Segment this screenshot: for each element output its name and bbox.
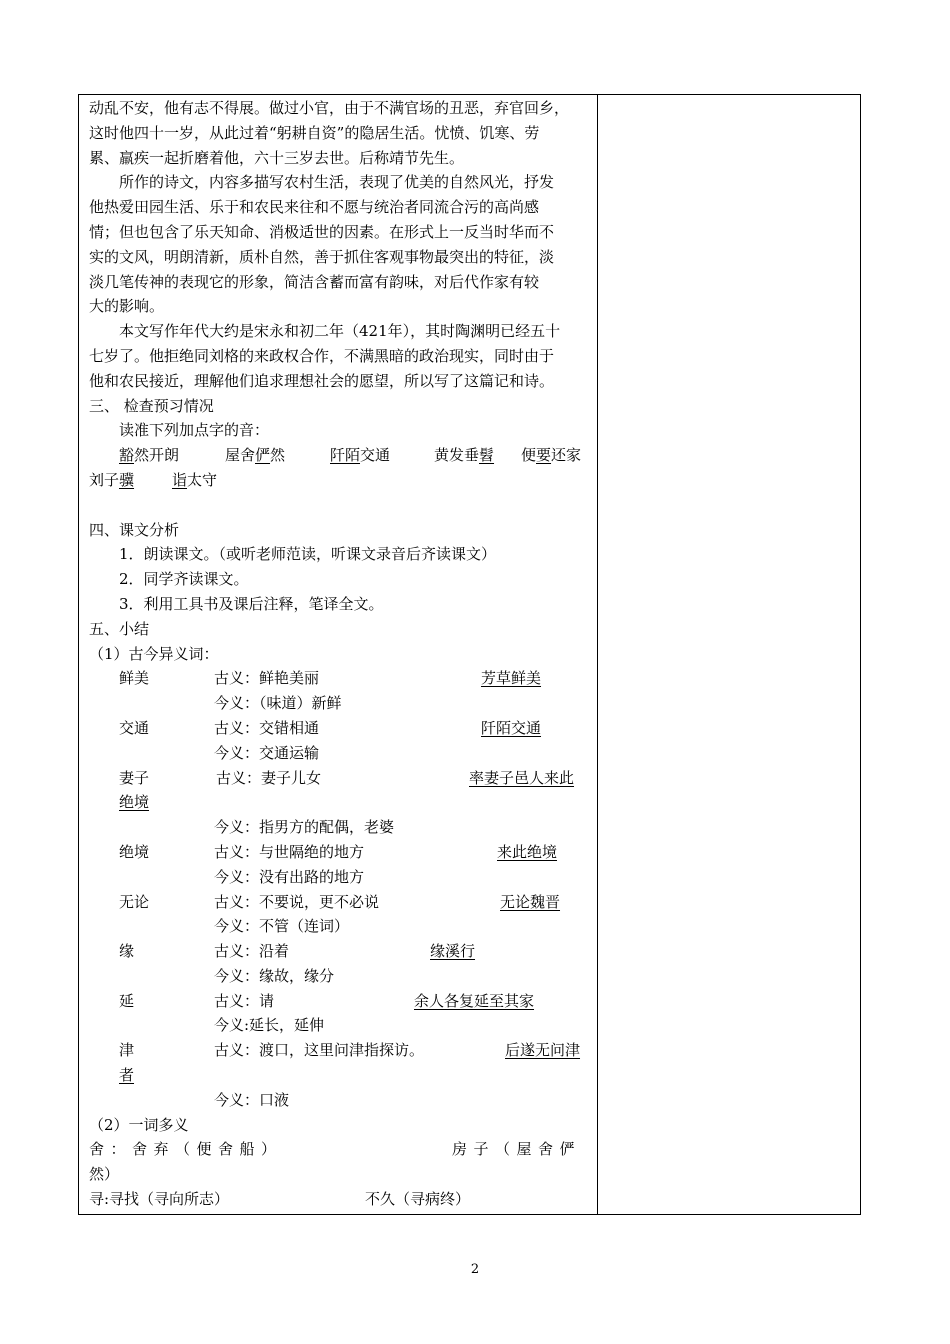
text-line: 他和农民接近，理解他们追求理想社会的愿望，所以写了这篇记和诗。 [89,371,555,390]
text-line: 大的影响。 [89,297,165,316]
vocab-entry [89,1038,589,1063]
word-rest: 黄发垂 [434,446,480,465]
modern-meaning: 今义：缘故，缘分 [214,966,335,985]
vocab-word: 鲜美 [119,669,150,688]
dotted-char: 诣 [172,470,188,489]
vocab-entry [89,766,589,791]
example-phrase: 阡陌交通 [481,718,542,737]
word-rest: 然 [270,446,286,465]
example-phrase: 后遂无问津 [505,1041,581,1060]
ancient-meaning: 古义：沿着 [214,942,290,961]
page-number: 2 [470,1262,480,1277]
section-heading: 三、 检查预习情况 [89,396,214,415]
vocab-entry-modern [89,815,589,840]
section-heading: 四、课文分析 [89,520,180,539]
example-phrase: 缘溪行 [430,942,476,961]
list-item: 1．朗读课文。（或听老师范读，听课文录音后齐读课文） [119,545,497,564]
text-line: 动乱不安，他有志不得展。做过小官，由于不满官场的丑恶，弃官回乡， [89,99,570,117]
column-divider [597,94,598,1215]
list-item: 3．利用工具书及课后注释，笔译全文。 [119,594,384,613]
example-phrase: 来此绝境 [497,842,558,861]
text-line: 七岁了。他拒绝同刘格的来政权合作，不满黑暗的政治现实，同时由于 [89,346,555,365]
modern-meaning: 今义：不管（连词） [214,917,350,936]
vocab-entry [89,989,589,1014]
modern-meaning: 今义：口液 [214,1090,290,1109]
vocab-word: 无论 [119,892,150,911]
ancient-meaning: 古义：请 [214,991,275,1010]
vocab-entry-modern [89,1088,589,1113]
dotted-char: 髫 [479,446,495,465]
modern-meaning: 今义:延长，延伸 [214,1016,325,1035]
vocab-entry-modern [89,914,589,939]
example-phrase: 余人各复延至其家 [414,991,535,1010]
dotted-char: 俨 [255,446,271,465]
modern-meaning: 今义：没有出路的地方 [214,867,365,886]
word-rest: 交通 [360,446,391,465]
word-rest: 太守 [187,470,218,489]
vocab-entry-modern [89,691,589,716]
word-rest: 然开朗 [134,446,180,465]
polysemy-sense: 寻:寻找（寻向所志） [89,1190,230,1209]
word-rest: 便 [521,446,537,465]
vocab-word: 妻子 [119,768,150,787]
word-rest: 屋舍 [225,446,256,465]
text-line: 这时他四十一岁，从此过着“躬耕自资”的隐居生活。忧愤、饥寒、劳 [89,123,540,142]
polysemy-entry [89,1187,589,1212]
vocab-entry-modern [89,964,589,989]
example-phrase: 芳草鲜美 [481,669,542,688]
ancient-meaning: 古义：交错相通 [214,718,320,737]
vocab-entry-modern [89,865,589,890]
vocab-entry-cont [89,1063,589,1088]
modern-meaning: 今义：（味道）新鲜 [214,694,342,713]
text-line: 所作的诗文，内容多描写农村生活，表现了优美的自然风光，抒发 [119,173,555,192]
vocab-entry-modern [89,741,589,766]
dotted-char: 要 [536,446,552,465]
polysemy-cont: 然） [89,1165,120,1184]
ancient-meaning: 古义：渡口，这里问津指探访。 [214,1041,425,1060]
word-rest: 还家 [551,446,582,465]
text-line: 累、羸疾一起折磨着他，六十三岁去世。后称靖节先生。 [89,148,465,167]
text-line: 本文写作年代大约是宋永和初二年（421年），其时陶渊明已经五十 [119,322,561,341]
modern-meaning: 今义：指男方的配偶，老婆 [214,818,395,837]
example-phrase: 率妻子邑人来此 [469,768,575,787]
vocab-entry [89,890,589,915]
vocab-entry-modern [89,1013,589,1038]
pronunciation-row [89,443,589,468]
text-line: 他热爱田园生活、乐于和农民来往和不愿与统治者同流合污的高尚感 [89,198,540,217]
modern-meaning: 今义：交通运输 [214,743,320,762]
ancient-meaning: 古义：妻子儿女 [216,768,322,787]
vocab-word: 交通 [119,718,150,737]
ancient-meaning: 古义：鲜艳美丽 [214,669,320,688]
vocab-entry [89,840,589,865]
dotted-char: 豁 [119,446,135,465]
vocab-entry [89,939,589,964]
example-phrase-cont: 者 [119,1066,135,1085]
vocab-entry [89,666,589,691]
dotted-char: 骥 [119,470,135,489]
polysemy-sense: 不久（寻病终） [365,1190,471,1209]
vocab-entry-cont [89,790,589,815]
ancient-meaning: 古义：不要说，更不必说 [214,892,380,911]
word-rest: 刘子 [89,470,120,489]
vocab-entry [89,716,589,741]
vocab-word: 缘 [119,942,135,961]
text-line: 情；但也包含了乐天知命、消极适世的因素。在形式上一反当时华而不 [89,222,555,241]
subsection-heading: （1）古今异义词： [89,644,219,663]
list-item: 2．同学齐读课文。 [119,570,249,589]
ancient-meaning: 古义：与世隔绝的地方 [214,842,365,861]
example-phrase: 无论魏晋 [500,892,561,911]
instruction-text: 读准下列加点字的音： [119,421,270,440]
polysemy-sense: 房子（屋舍俨 [452,1140,582,1159]
polysemy-entry [89,1137,589,1162]
polysemy-sense: 舍：舍弃（便舍船） [89,1140,283,1159]
dotted-char: 阡陌 [330,446,361,465]
vocab-word: 绝境 [119,842,150,861]
subsection-heading: （2）一词多义 [89,1115,189,1134]
vocab-word: 延 [119,991,135,1010]
text-line: 淡几笔传神的表现它的形象，简洁含蓄而富有韵味，对后代作家有较 [89,272,540,291]
example-phrase-cont: 绝境 [119,793,150,812]
blank-line [89,493,589,518]
text-line: 实的文风，明朗清新，质朴自然，善于抓住客观事物最突出的特征，淡 [89,247,555,266]
lesson-content [89,96,589,1212]
vocab-word: 津 [119,1041,135,1060]
pronunciation-row [89,468,589,493]
section-heading: 五、小结 [89,619,150,638]
